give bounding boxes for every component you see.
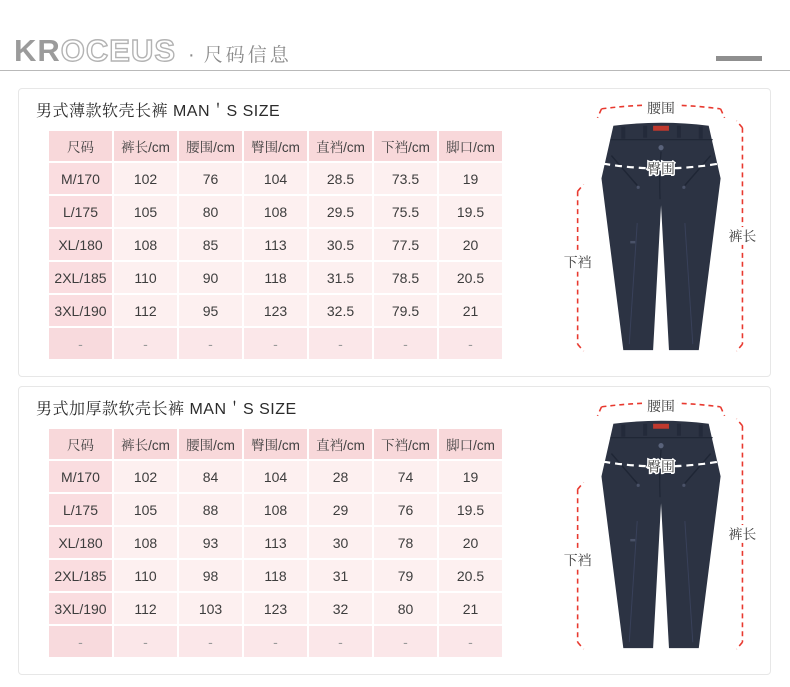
- inseam-label: 下裆: [563, 551, 592, 568]
- column-header: 裤长/cm: [114, 131, 177, 161]
- table-title: 男式薄款软壳长裤 MAN＇S SIZE: [36, 103, 281, 120]
- right-zipper-pull: [682, 186, 685, 189]
- table-row: [49, 461, 502, 492]
- value-cell: 20: [439, 229, 502, 260]
- belt-loop: [643, 424, 647, 436]
- value-cell: 76: [374, 494, 437, 525]
- size-cell: M/170: [49, 163, 112, 194]
- size-cell: 3XL/190: [49, 295, 112, 326]
- size-cell: 2XL/185: [49, 560, 112, 591]
- column-header: 直裆/cm: [309, 131, 372, 161]
- value-cell: 105: [114, 196, 177, 227]
- column-header: 臀围/cm: [244, 131, 307, 161]
- waist-button: [658, 145, 663, 150]
- value-cell: 104: [244, 163, 307, 194]
- belt-loop: [677, 424, 681, 436]
- thigh-logo-mark: [630, 539, 635, 541]
- column-header: 直裆/cm: [309, 429, 372, 459]
- value-cell: 19.5: [439, 494, 502, 525]
- red-waistband-strip: [653, 126, 669, 131]
- size-cell: XL/180: [49, 229, 112, 260]
- size-panel-thin: [18, 88, 771, 377]
- page-header: [0, 0, 790, 71]
- value-cell: 30.5: [309, 229, 372, 260]
- hip-label: 臀围: [647, 458, 675, 475]
- inseam-label: 下裆: [563, 253, 592, 270]
- value-cell: 21: [439, 593, 502, 624]
- value-cell: 19: [439, 461, 502, 492]
- value-cell: 123: [244, 593, 307, 624]
- column-header: 裤长/cm: [114, 429, 177, 459]
- length-label: 裤长: [728, 525, 757, 542]
- size-table-thin: [47, 129, 504, 361]
- value-cell: 98: [179, 560, 242, 591]
- table-row: [49, 163, 502, 194]
- page-title: 尺码信息: [203, 45, 292, 66]
- value-cell: 84: [179, 461, 242, 492]
- column-header: 腰围/cm: [179, 429, 242, 459]
- thigh-logo-mark: [630, 241, 635, 243]
- table-row: [49, 494, 502, 525]
- table-row: [49, 527, 502, 558]
- value-cell: 113: [244, 527, 307, 558]
- header-row: [49, 429, 502, 459]
- value-cell: 78.5: [374, 262, 437, 293]
- value-cell: 118: [244, 262, 307, 293]
- pants-diagram: [549, 392, 783, 672]
- value-cell: 20.5: [439, 262, 502, 293]
- value-cell: 103: [179, 593, 242, 624]
- size-table-thick: [47, 427, 504, 659]
- column-header: 脚口/cm: [439, 131, 502, 161]
- belt-loop: [621, 425, 625, 437]
- brand-block: [14, 34, 292, 68]
- size-cell: M/170: [49, 461, 112, 492]
- column-header: 尺码: [49, 131, 112, 161]
- value-cell: 80: [179, 196, 242, 227]
- table-row: [49, 262, 502, 293]
- red-waistband-strip: [653, 424, 669, 429]
- size-cell: -: [49, 626, 112, 657]
- left-zipper-pull: [637, 186, 640, 189]
- value-cell: -: [309, 328, 372, 359]
- left-zipper-pull: [637, 484, 640, 487]
- value-cell: 19.5: [439, 196, 502, 227]
- value-cell: 110: [114, 560, 177, 591]
- header-row: [49, 131, 502, 161]
- value-cell: 79: [374, 560, 437, 591]
- size-cell: 3XL/190: [49, 593, 112, 624]
- right-zipper-pull: [682, 484, 685, 487]
- brand-logo: [14, 34, 176, 68]
- waist-label: 腰围: [647, 397, 675, 414]
- size-panel-thick: [18, 386, 771, 675]
- value-cell: -: [244, 328, 307, 359]
- belt-loop: [699, 127, 703, 139]
- value-cell: 75.5: [374, 196, 437, 227]
- table-row: [49, 196, 502, 227]
- value-cell: 28: [309, 461, 372, 492]
- value-cell: -: [114, 328, 177, 359]
- pants-diagram: [549, 94, 783, 374]
- value-cell: 20: [439, 527, 502, 558]
- value-cell: -: [244, 626, 307, 657]
- pants-illustration: [549, 392, 783, 670]
- value-cell: 78: [374, 527, 437, 558]
- size-cell: L/175: [49, 196, 112, 227]
- table-row: [49, 626, 502, 657]
- value-cell: 21: [439, 295, 502, 326]
- value-cell: 28.5: [309, 163, 372, 194]
- column-header: 臀围/cm: [244, 429, 307, 459]
- column-header: 下裆/cm: [374, 429, 437, 459]
- size-cell: L/175: [49, 494, 112, 525]
- value-cell: 29: [309, 494, 372, 525]
- pants-illustration: [549, 94, 783, 372]
- value-cell: 104: [244, 461, 307, 492]
- value-cell: 90: [179, 262, 242, 293]
- value-cell: 95: [179, 295, 242, 326]
- value-cell: 31.5: [309, 262, 372, 293]
- value-cell: 118: [244, 560, 307, 591]
- value-cell: 30: [309, 527, 372, 558]
- column-header: 脚口/cm: [439, 429, 502, 459]
- table-row: [49, 229, 502, 260]
- table-row: [49, 593, 502, 624]
- value-cell: 93: [179, 527, 242, 558]
- value-cell: 29.5: [309, 196, 372, 227]
- waist-label: 腰围: [647, 99, 675, 116]
- value-cell: -: [114, 626, 177, 657]
- value-cell: 31: [309, 560, 372, 591]
- value-cell: -: [439, 328, 502, 359]
- size-cell: 2XL/185: [49, 262, 112, 293]
- value-cell: 76: [179, 163, 242, 194]
- value-cell: 20.5: [439, 560, 502, 591]
- value-cell: 77.5: [374, 229, 437, 260]
- value-cell: -: [179, 626, 242, 657]
- value-cell: -: [309, 626, 372, 657]
- value-cell: 73.5: [374, 163, 437, 194]
- belt-loop: [621, 127, 625, 139]
- value-cell: 112: [114, 295, 177, 326]
- value-cell: 108: [244, 196, 307, 227]
- hip-label: 臀围: [647, 160, 675, 177]
- column-header: 尺码: [49, 429, 112, 459]
- brand-logo-outline: OCEUS: [60, 33, 177, 68]
- value-cell: 112: [114, 593, 177, 624]
- value-cell: 102: [114, 461, 177, 492]
- value-cell: 108: [114, 229, 177, 260]
- table-row: [49, 560, 502, 591]
- column-header: 下裆/cm: [374, 131, 437, 161]
- value-cell: 88: [179, 494, 242, 525]
- table-row: [49, 328, 502, 359]
- value-cell: 105: [114, 494, 177, 525]
- size-cell: XL/180: [49, 527, 112, 558]
- value-cell: 74: [374, 461, 437, 492]
- waist-button: [658, 443, 663, 448]
- value-cell: 32: [309, 593, 372, 624]
- length-label: 裤长: [728, 227, 757, 244]
- belt-loop: [643, 126, 647, 138]
- table-title: 男式加厚款软壳长裤 MAN＇S SIZE: [36, 401, 297, 418]
- value-cell: -: [374, 626, 437, 657]
- value-cell: -: [374, 328, 437, 359]
- value-cell: 85: [179, 229, 242, 260]
- brand-logo-solid: KR: [14, 33, 61, 68]
- value-cell: -: [439, 626, 502, 657]
- size-cell: -: [49, 328, 112, 359]
- value-cell: 113: [244, 229, 307, 260]
- header-decorative-dash: [716, 56, 762, 61]
- value-cell: -: [179, 328, 242, 359]
- value-cell: 108: [244, 494, 307, 525]
- header-separator-dot: ·: [188, 44, 195, 66]
- value-cell: 79.5: [374, 295, 437, 326]
- value-cell: 19: [439, 163, 502, 194]
- table-row: [49, 295, 502, 326]
- value-cell: 110: [114, 262, 177, 293]
- value-cell: 108: [114, 527, 177, 558]
- belt-loop: [677, 126, 681, 138]
- column-header: 腰围/cm: [179, 131, 242, 161]
- value-cell: 123: [244, 295, 307, 326]
- belt-loop: [699, 425, 703, 437]
- value-cell: 102: [114, 163, 177, 194]
- value-cell: 80: [374, 593, 437, 624]
- value-cell: 32.5: [309, 295, 372, 326]
